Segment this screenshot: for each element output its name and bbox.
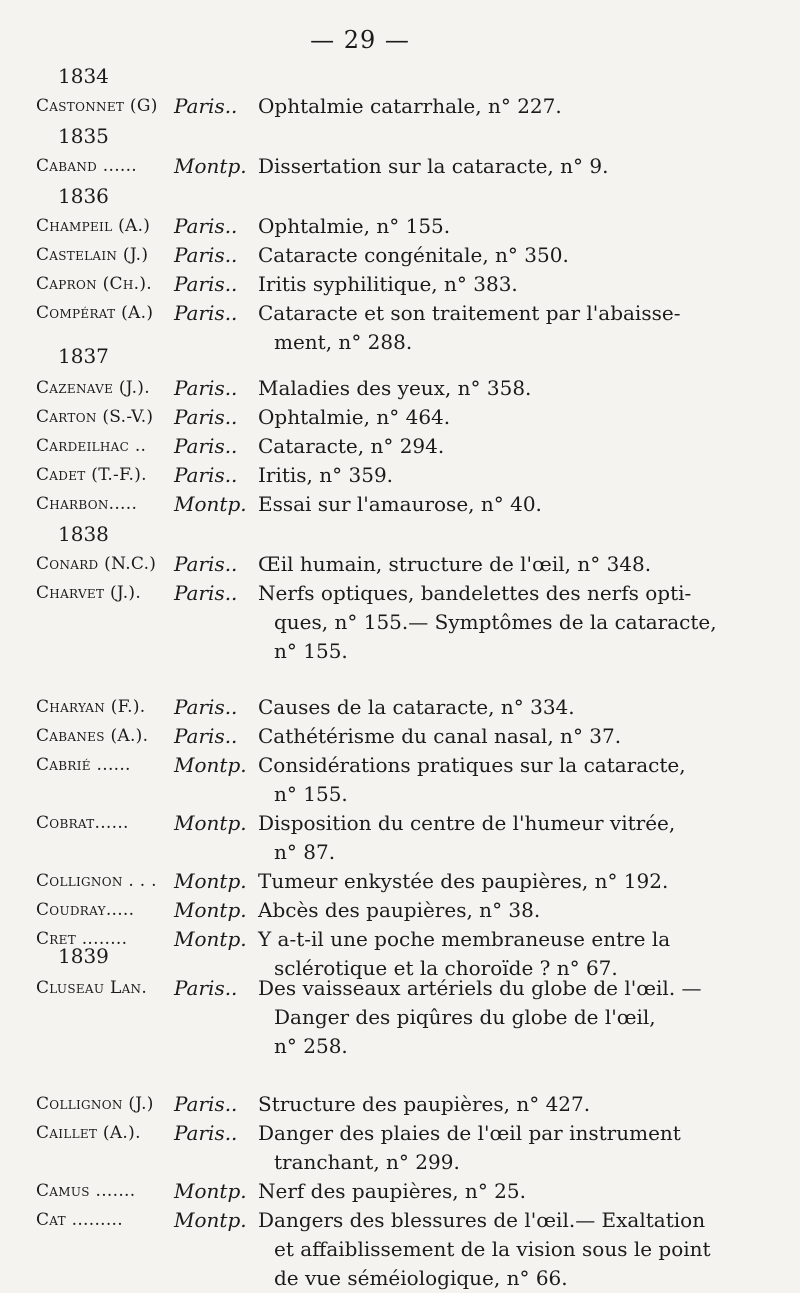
entry-city: Paris..: [174, 434, 238, 458]
entry-title-line: n° 155.: [274, 639, 348, 663]
entry-title: [258, 896, 678, 925]
entry-title-line: Nerfs optiques, bandelettes des nerfs opti-: [258, 581, 692, 605]
entry-city: Montp.: [174, 753, 247, 777]
entry-author: Castelain (J.): [36, 245, 149, 265]
entry-author: Cat .........: [36, 1210, 123, 1230]
entry-author: Collignon . . .: [36, 871, 157, 891]
entry-title-line: de vue séméiologique, n° 66.: [274, 1266, 568, 1290]
entry-author: Coudray.....: [36, 900, 135, 920]
entry-title-line: Danger des piqûres du globe de l'œil,: [274, 1005, 656, 1029]
entry-title-line: et affaiblissement de la vision sous le point: [274, 1237, 711, 1261]
entry-title-line: ques, n° 155.— Symptômes de la cataracte,: [274, 610, 717, 634]
entry-author: Cobrat......: [36, 813, 129, 833]
entry-city: Paris..: [174, 1121, 238, 1145]
entry-title-line: Cataracte congénitale, n° 350.: [258, 243, 569, 267]
entry-author: Cadet (T.-F.).: [36, 465, 147, 485]
entry-title: [258, 270, 678, 299]
entry-city: Montp.: [174, 898, 247, 922]
year-heading: 1839: [58, 944, 109, 968]
entry-title: [258, 974, 702, 1061]
entry-title: [258, 212, 678, 241]
entry-title: [258, 432, 678, 461]
entry-author: Caillet (A.).: [36, 1123, 141, 1143]
entry-title: [258, 751, 686, 809]
entry-city: Paris..: [174, 1092, 238, 1116]
entry-author: Cabrié ......: [36, 755, 131, 775]
entry-city: Paris..: [174, 695, 238, 719]
entry-city: Paris..: [174, 581, 238, 605]
entry-author: Castonnet (G): [36, 96, 158, 116]
entry-author: Compérat (A.): [36, 303, 154, 323]
entry-title-line: Cataracte et son traitement par l'abaisse-: [258, 301, 681, 325]
entry-title-line: Nerf des paupières, n° 25.: [258, 1179, 526, 1203]
year-heading: 1837: [58, 344, 109, 368]
entry-city: Montp.: [174, 1208, 247, 1232]
entry-title-line: Abcès des paupières, n° 38.: [258, 898, 541, 922]
entry-author: Charvet (J.).: [36, 583, 142, 603]
entry-city: Paris..: [174, 724, 238, 748]
entry-title: [258, 867, 678, 896]
entry-title: [258, 1119, 681, 1177]
entry-title: [258, 809, 678, 867]
entry-title: [258, 1177, 678, 1206]
entry-author: Capron (Ch.).: [36, 274, 152, 294]
entry-author: Conard (N.C.): [36, 554, 157, 574]
entry-city: Paris..: [174, 405, 238, 429]
entry-city: Montp.: [174, 927, 247, 951]
entry-title-line: n° 155.: [274, 782, 348, 806]
entry-author: Collignon (J.): [36, 1094, 154, 1114]
entry-author: Carton (S.-V.): [36, 407, 154, 427]
entry-title-line: Des vaisseaux artériels du globe de l'œil. —: [258, 976, 702, 1000]
entry-city: Paris..: [174, 552, 238, 576]
entry-title-line: Considérations pratiques sur la cataracte,: [258, 753, 686, 777]
entry-author: Charyan (F.).: [36, 697, 146, 717]
entry-title-line: Y a-t-il une poche membraneuse entre la: [258, 927, 671, 951]
entry-author: Caband ......: [36, 156, 138, 176]
entry-title-line: n° 87.: [274, 840, 336, 864]
entry-title: [258, 693, 678, 722]
entry-author: Cluseau Lan.: [36, 978, 148, 998]
entry-title-line: tranchant, n° 299.: [274, 1150, 460, 1174]
entry-title-line: Dangers des blessures de l'œil.— Exaltation: [258, 1208, 706, 1232]
entry-title-line: Dissertation sur la cataracte, n° 9.: [258, 154, 609, 178]
entry-title: [258, 152, 678, 181]
entry-title: [258, 299, 681, 357]
entry-city: Montp.: [174, 811, 247, 835]
entry-city: Montp.: [174, 492, 247, 516]
entry-city: Paris..: [174, 376, 238, 400]
entry-title: [258, 374, 678, 403]
entry-title-line: sclérotique et la choroïde ? n° 67.: [274, 956, 618, 980]
entry-author: Camus .......: [36, 1181, 136, 1201]
entry-title: [258, 550, 678, 579]
entry-city: Paris..: [174, 976, 238, 1000]
entry-city: Paris..: [174, 214, 238, 238]
entry-title-line: ment, n° 288.: [274, 330, 413, 354]
entry-title: [258, 461, 678, 490]
entry-city: Montp.: [174, 154, 247, 178]
entry-city: Paris..: [174, 94, 238, 118]
entry-title-line: Structure des paupières, n° 427.: [258, 1092, 591, 1116]
entry-title-line: Maladies des yeux, n° 358.: [258, 376, 532, 400]
entry-title-line: Disposition du centre de l'humeur vitrée,: [258, 811, 676, 835]
entry-title-line: Cataracte, n° 294.: [258, 434, 445, 458]
page-number: — 29 —: [310, 26, 410, 54]
entry-title: [258, 1090, 678, 1119]
entry-author: Cazenave (J.).: [36, 378, 150, 398]
entry-title-line: Ophtalmie, n° 464.: [258, 405, 451, 429]
year-heading: 1834: [58, 64, 109, 88]
entry-author: Cabanes (A.).: [36, 726, 149, 746]
entry-title: [258, 490, 678, 519]
entry-title: [258, 1206, 711, 1293]
entry-title-line: Iritis syphilitique, n° 383.: [258, 272, 518, 296]
entry-title-line: n° 258.: [274, 1034, 348, 1058]
entry-author: Champeil (A.): [36, 216, 151, 236]
entry-author: Cret ........: [36, 929, 128, 949]
entry-author: Cardeilhac ..: [36, 436, 147, 456]
entry-title-line: Causes de la cataracte, n° 334.: [258, 695, 575, 719]
year-heading: 1835: [58, 124, 109, 148]
entry-city: Montp.: [174, 869, 247, 893]
entry-title: [258, 241, 678, 270]
entry-title-line: Ophtalmie catarrhale, n° 227.: [258, 94, 562, 118]
entry-title-line: Œil humain, structure de l'œil, n° 348.: [258, 552, 652, 576]
entry-city: Paris..: [174, 243, 238, 267]
year-heading: 1838: [58, 522, 109, 546]
entry-city: Paris..: [174, 301, 238, 325]
entry-city: Paris..: [174, 272, 238, 296]
entry-title-line: Cathétérisme du canal nasal, n° 37.: [258, 724, 622, 748]
entry-title-line: Tumeur enkystée des paupières, n° 192.: [258, 869, 669, 893]
entry-title: [258, 403, 678, 432]
entry-city: Paris..: [174, 463, 238, 487]
entry-title-line: Essai sur l'amaurose, n° 40.: [258, 492, 542, 516]
entry-title: [258, 92, 678, 121]
entry-title: [258, 579, 717, 666]
entry-title-line: Ophtalmie, n° 155.: [258, 214, 451, 238]
entry-title-line: Danger des plaies de l'œil par instrument: [258, 1121, 681, 1145]
year-heading: 1836: [58, 184, 109, 208]
entry-city: Montp.: [174, 1179, 247, 1203]
entry-author: Charbon.....: [36, 494, 138, 514]
entry-title: [258, 722, 678, 751]
entry-title-line: Iritis, n° 359.: [258, 463, 394, 487]
